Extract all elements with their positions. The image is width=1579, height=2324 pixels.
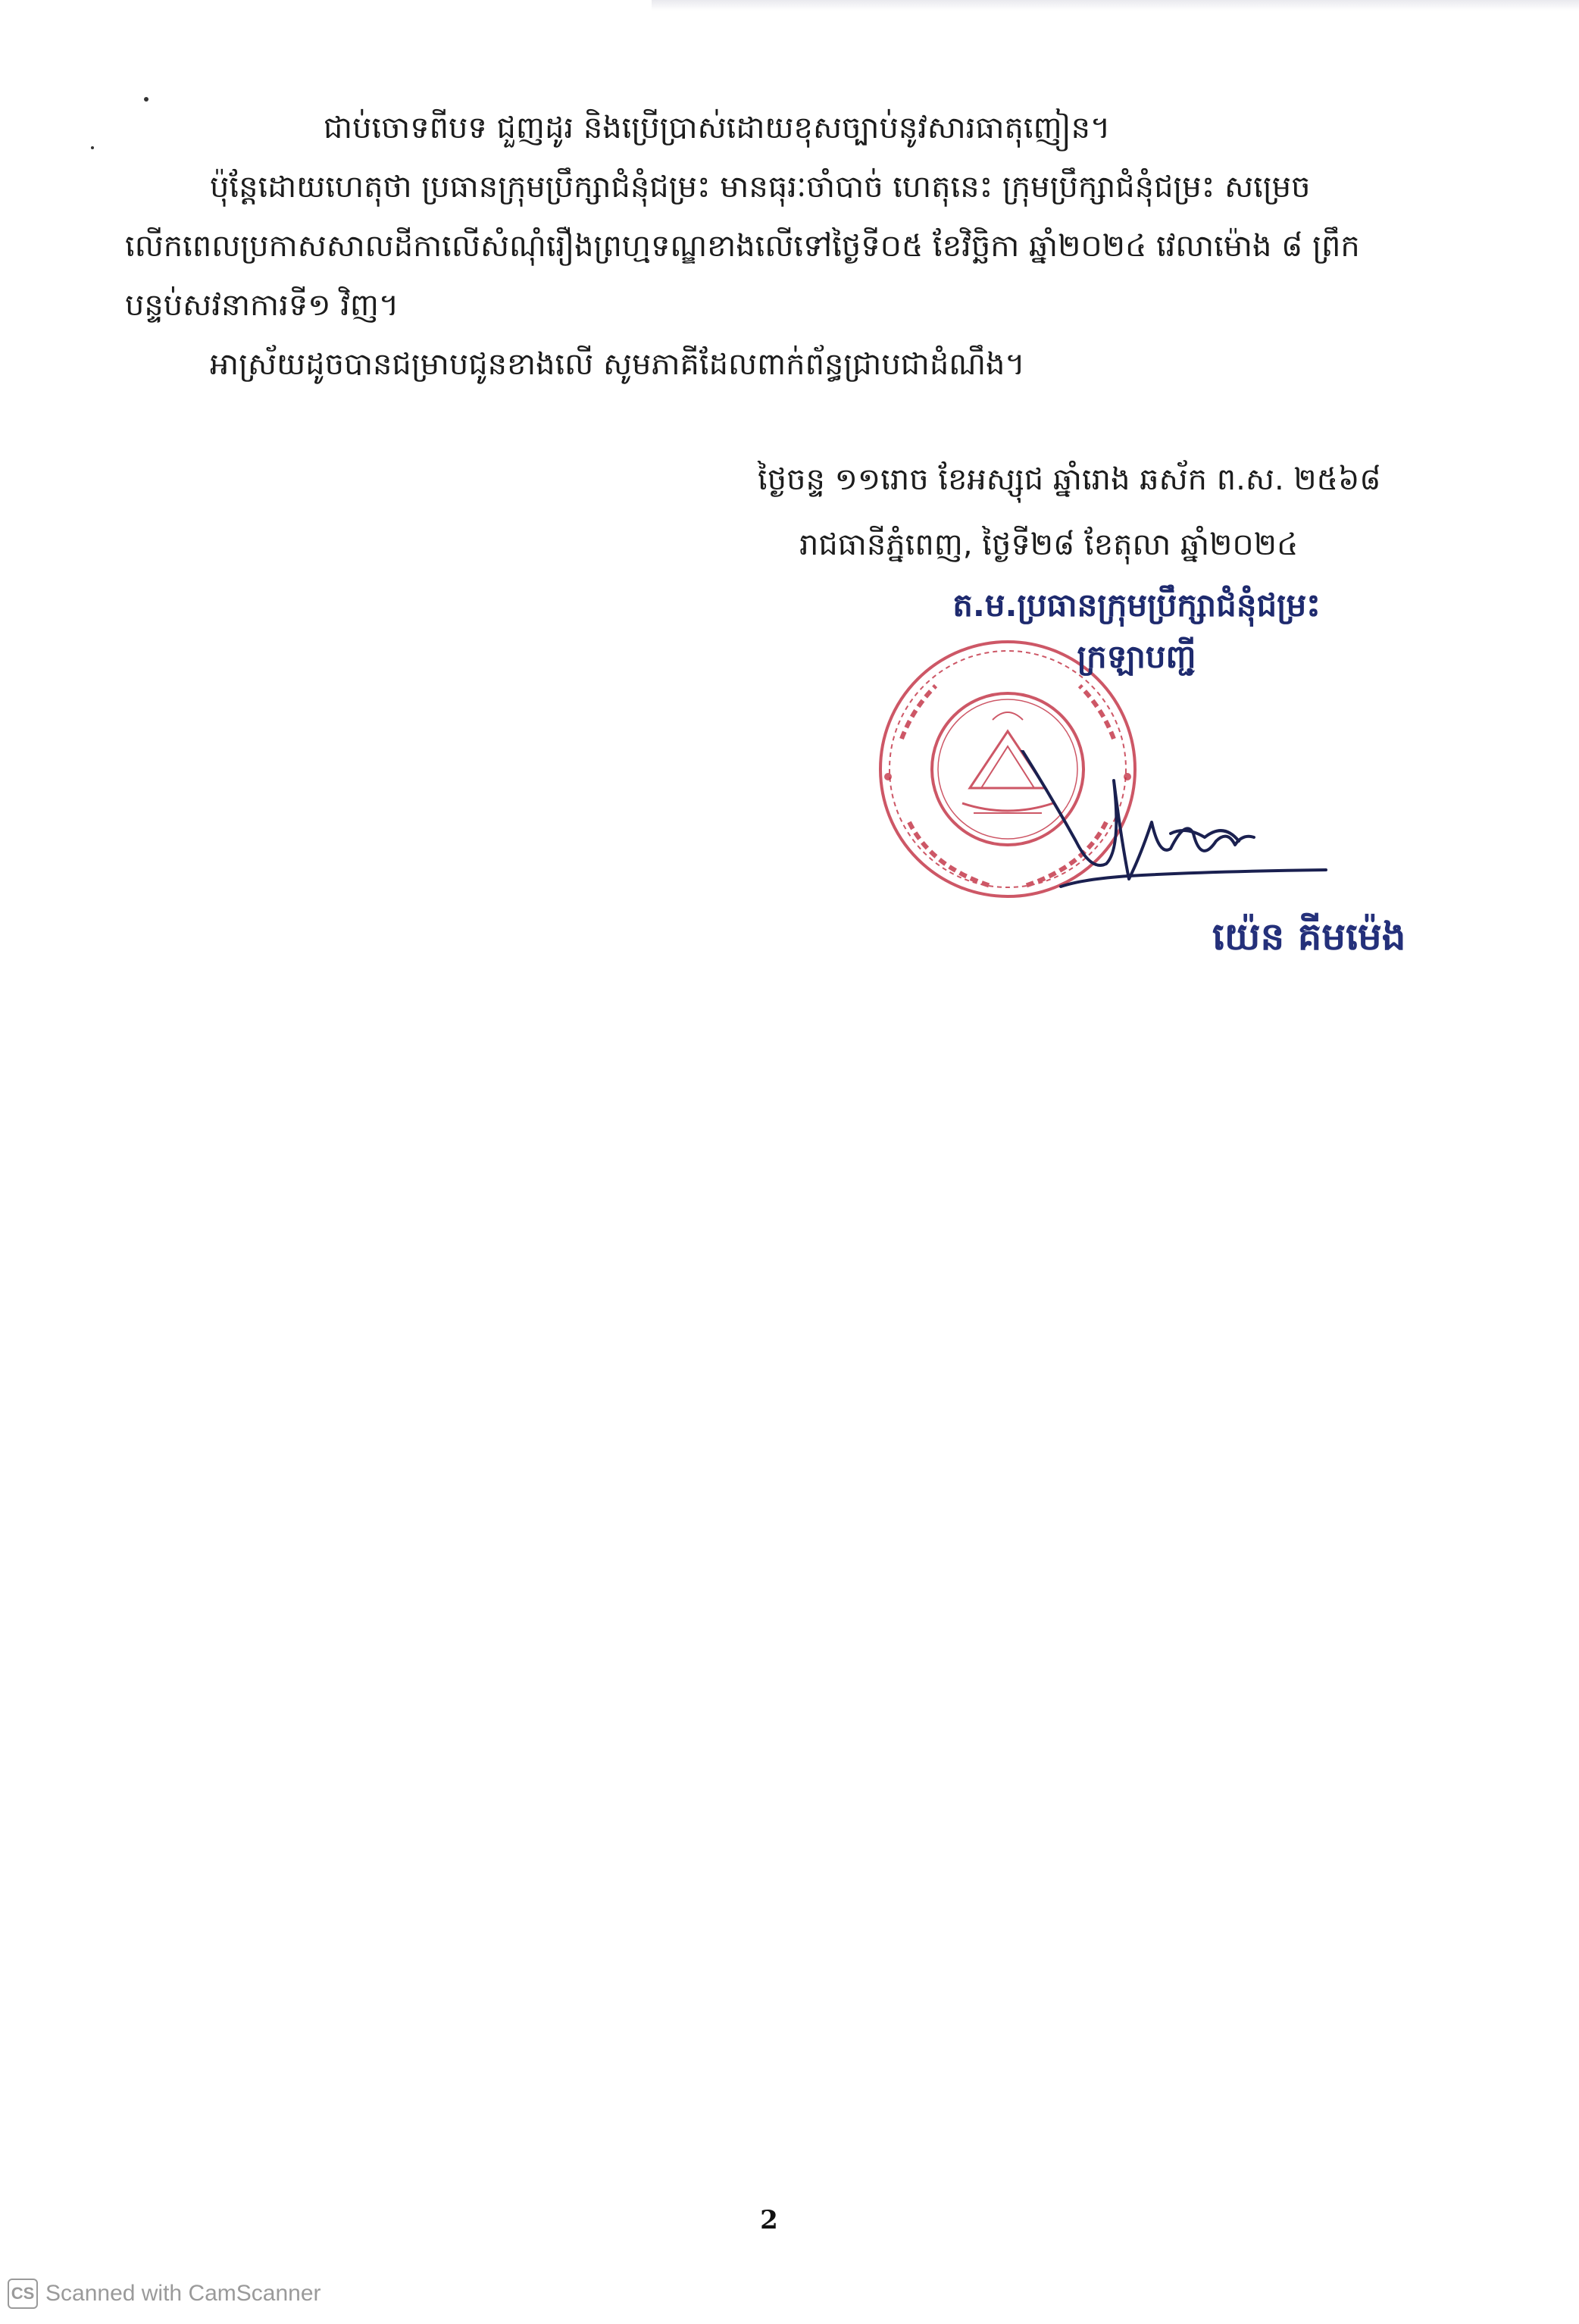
date-block	[758, 447, 1381, 577]
scan-top-edge	[652, 0, 1579, 11]
handwritten-signature	[1008, 750, 1341, 902]
scanner-watermark	[8, 2277, 321, 2310]
paragraph-postponement-line1: ប៉ុន្តែដោយហេតុថា ប្រធានក្រុមប្រឹក្សាជំនុំជម្រះ មានធុរៈចាំបាច់ ហេតុនេះ ក្រុមប្រឹក្សាជំនុំជម្រះ សម្រេច	[210, 170, 1311, 205]
letter-body	[125, 99, 1451, 394]
page-number: 2	[760, 2205, 778, 2235]
paragraph-postponement-line3: បន្ទប់សវនាការទី១ វិញ។	[125, 288, 399, 323]
watermark-text: Scanned with CamScanner	[45, 2281, 321, 2306]
signatory-title	[871, 580, 1402, 683]
scan-speck	[91, 146, 94, 149]
paragraph-charges: ជាប់ចោទពីបទ ជួញដូរ និងប្រើប្រាស់ដោយខុសច្បាប់នូវសារធាតុញៀន។	[324, 111, 1111, 145]
paragraph-notice: អាស្រ័យដូចបានជម្រាបជូនខាងលើ សូមភាគីដែលពាក់ព័ន្ធជ្រាបជាដំណឹង។	[210, 347, 1025, 382]
lunar-date: ថ្ងៃចន្ទ ១១រោច ខែអស្សុជ ឆ្នាំរោង ឆស័ក ព.ស. ២៥៦៨	[758, 462, 1381, 497]
gregorian-date: រាជធានីភ្នំពេញ, ថ្ងៃទី២៨ ខែតុលា ឆ្នាំ២០២៤	[799, 527, 1299, 562]
signatory-title-line1: ត.ម.ប្រធានក្រុមប្រឹក្សាជំនុំជម្រះ	[952, 586, 1321, 624]
signatory-title-line2: ក្រឡាបញ្ជី	[1077, 638, 1196, 675]
paragraph-postponement-line2: លើកពេលប្រកាសសាលដីកាលើសំណុំរឿងព្រហ្មទណ្ឌខាងលើទៅថ្ងៃទី០៥ ខែវិច្ឆិកា ឆ្នាំ២០២៤ វេលាម៉ោង ៨ ព្រឹក	[125, 229, 1360, 264]
signer-name: យ៉េន គីមម៉េង	[1212, 915, 1406, 959]
camscanner-logo-icon: CS	[8, 2279, 38, 2309]
